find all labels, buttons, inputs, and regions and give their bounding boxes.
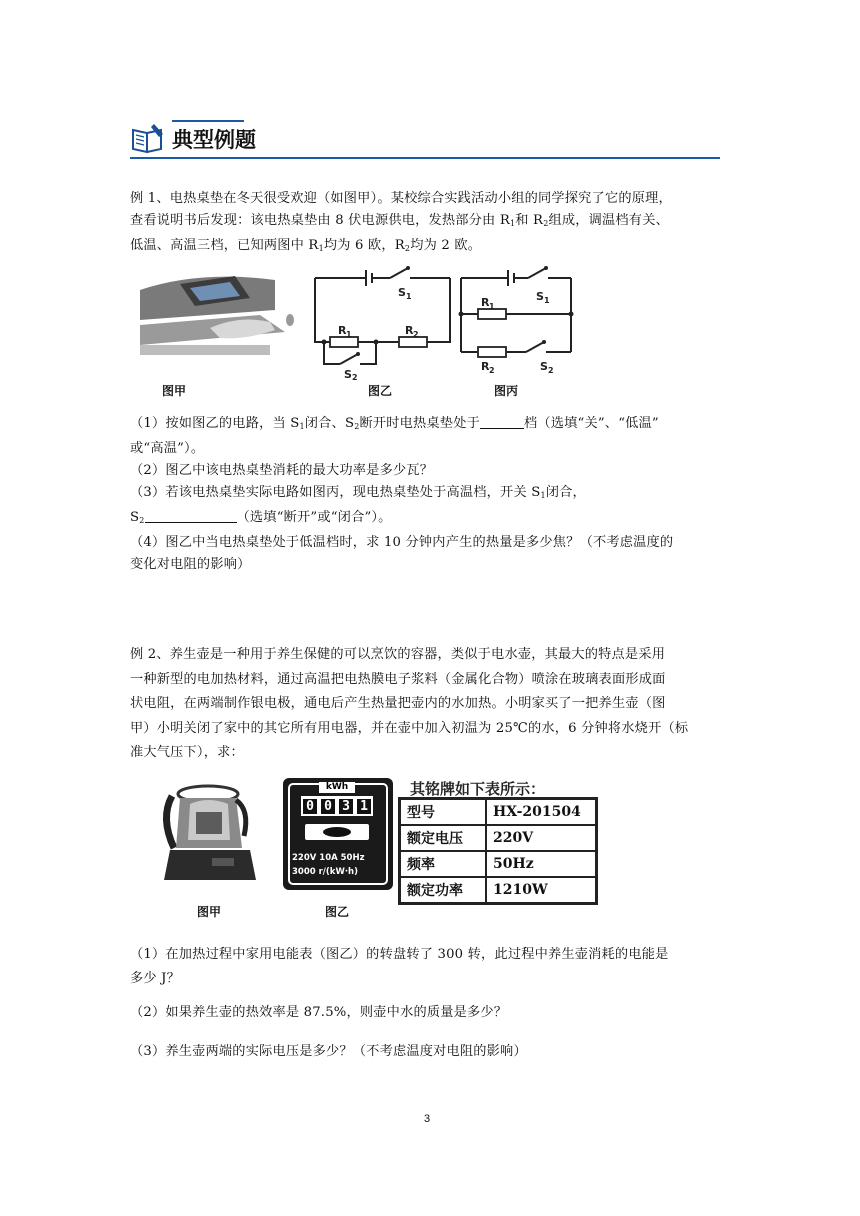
meter-digit: 1 <box>357 799 371 814</box>
ex2-line1: 例 2、养生壶是一种用于养生保健的可以烹饮的容器，类似于电水壶，其最大的特点是采用 <box>130 647 666 662</box>
meter-digit: 0 <box>321 799 335 814</box>
meter-digits <box>301 796 373 816</box>
header-accent-line <box>172 120 244 122</box>
nameplate-key: 频率 <box>400 851 487 877</box>
ex2-intro <box>130 643 730 766</box>
nameplate-value: 220V <box>486 825 597 851</box>
ex2-q2: （2）如果养生壶的热效率是 87.5%，则壶中水的质量是多少？ <box>130 1005 508 1020</box>
ex2-q1-line1: （1）在加热过程中家用电能表（图乙）的转盘转了 300 转，此过程中养生壶消耗的电能是 <box>130 947 669 962</box>
table-row <box>400 877 597 904</box>
ex1-q2: （2）图乙中该电热桌垫消耗的最大功率是多少瓦？ <box>130 463 434 478</box>
ex1-q1-line1: （1）按如图乙的电路，当 $S_1$闭合、$S_2$断开时电热桌垫处于 档（选填“关”、“低温” <box>130 416 659 431</box>
ex1-intro-line3: 低温、高温三档，已知两图中 $R_1$均为 6 欧，$R_2$均为 2 欧。 <box>130 238 482 253</box>
ex2-q1-line2: 多少 J？ <box>130 971 181 986</box>
health-kettle-photo <box>150 778 262 890</box>
ex1-caption-bing: 图丙 <box>494 384 519 398</box>
table-row <box>400 799 597 826</box>
ex1-q3-line2: $S_2$ （选填“断开”或“闭合”）。 <box>130 510 392 525</box>
ex2-line2: 一种新型的电加热材料，通过高温把电热膜电子浆料（金属化合物）喷涂在玻璃表面形成面 <box>130 671 666 687</box>
energy-meter <box>283 778 393 890</box>
ex1-intro-line2: 查看说明书后发现：该电热桌垫由 8 伏电源供电，发热部分由 $R_1$和 $R_2$组成，调温档有关、 <box>130 213 669 228</box>
page-title: 典型例题 <box>172 128 256 152</box>
ex1-q3-line1: （3）若该电热桌垫实际电路如图丙，现电热桌垫处于高温档，开关 $S_1$闭合， <box>130 485 586 500</box>
nameplate-key: 额定功率 <box>400 877 487 904</box>
ex1-q4-line2: 变化对电阻的影响） <box>130 557 251 572</box>
nameplate-value: 1210W <box>486 877 597 904</box>
nameplate-value: HX-201504 <box>486 799 597 826</box>
meter-rotor-disc <box>323 827 351 837</box>
answer-blank-q1 <box>480 414 524 429</box>
ex1-q1-line2: 或“高温”）。 <box>130 441 205 456</box>
ex1-questions <box>130 413 730 576</box>
nameplate-value: 50Hz <box>486 851 597 877</box>
nameplate-key: 额定电压 <box>400 825 487 851</box>
ex1-q4-line1: （4）图乙中当电热桌垫处于低温档时，求 10 分钟内产生的热量是多少焦？（不考虑温度的 <box>130 535 674 550</box>
ex1-intro <box>130 188 730 260</box>
ex2-q1 <box>130 943 730 991</box>
ex2-line5: 准大气压下），求： <box>130 745 244 760</box>
svg-text:S1 R1 R2 S2: S1 R1 R2 S2 <box>338 286 419 380</box>
page-number: 3 <box>424 1113 431 1125</box>
table-row <box>400 825 597 851</box>
desk-mat-photo <box>140 270 310 370</box>
circuit-yi <box>310 262 455 380</box>
book-icon <box>130 122 166 154</box>
nameplate-key: 型号 <box>400 799 487 826</box>
table-row <box>400 851 597 877</box>
nameplate-table <box>398 797 598 905</box>
ex2-caption-jia: 图甲 <box>197 905 222 919</box>
ex1-caption-jia: 图甲 <box>162 384 187 398</box>
meter-digit: 3 <box>339 799 353 814</box>
meter-rotor-window <box>305 824 369 840</box>
ex1-intro-line1: 例 1、电热桌垫在冬天很受欢迎（如图甲）。某校综合实践活动小组的同学探究了它的原理， <box>130 191 672 206</box>
meter-spec-line1: 220V 10A 50Hz <box>292 853 365 863</box>
ex2-line3: 状电阻，在两端制作银电极，通电后产生热量把壶内的水加热。小明家买了一把养生壶（图 <box>130 696 666 711</box>
ex1-caption-yi: 图乙 <box>368 384 393 398</box>
ex2-caption-yi: 图乙 <box>325 905 350 919</box>
ex2-line4: 甲）小明关闭了家中的其它所有用电器，并在壶中加入初温为 25℃的水，6 分钟将水烧开（标 <box>130 720 689 736</box>
header-underline <box>130 157 720 159</box>
svg-text:S1 R1 R2 S2: S1 R1 R2 S2 <box>481 290 554 375</box>
ex2-q3: （3）养生壶两端的实际电压是多少？（不考虑温度对电阻的影响） <box>130 1044 527 1059</box>
meter-digit: 0 <box>303 799 317 814</box>
meter-spec-line2: 3000 r/(kW·h) <box>292 867 358 877</box>
answer-blank-q3 <box>145 508 237 523</box>
nameplate-title: 其铭牌如下表所示： <box>410 780 546 798</box>
meter-unit: kWh <box>319 782 355 793</box>
circuit-bing <box>456 262 576 380</box>
